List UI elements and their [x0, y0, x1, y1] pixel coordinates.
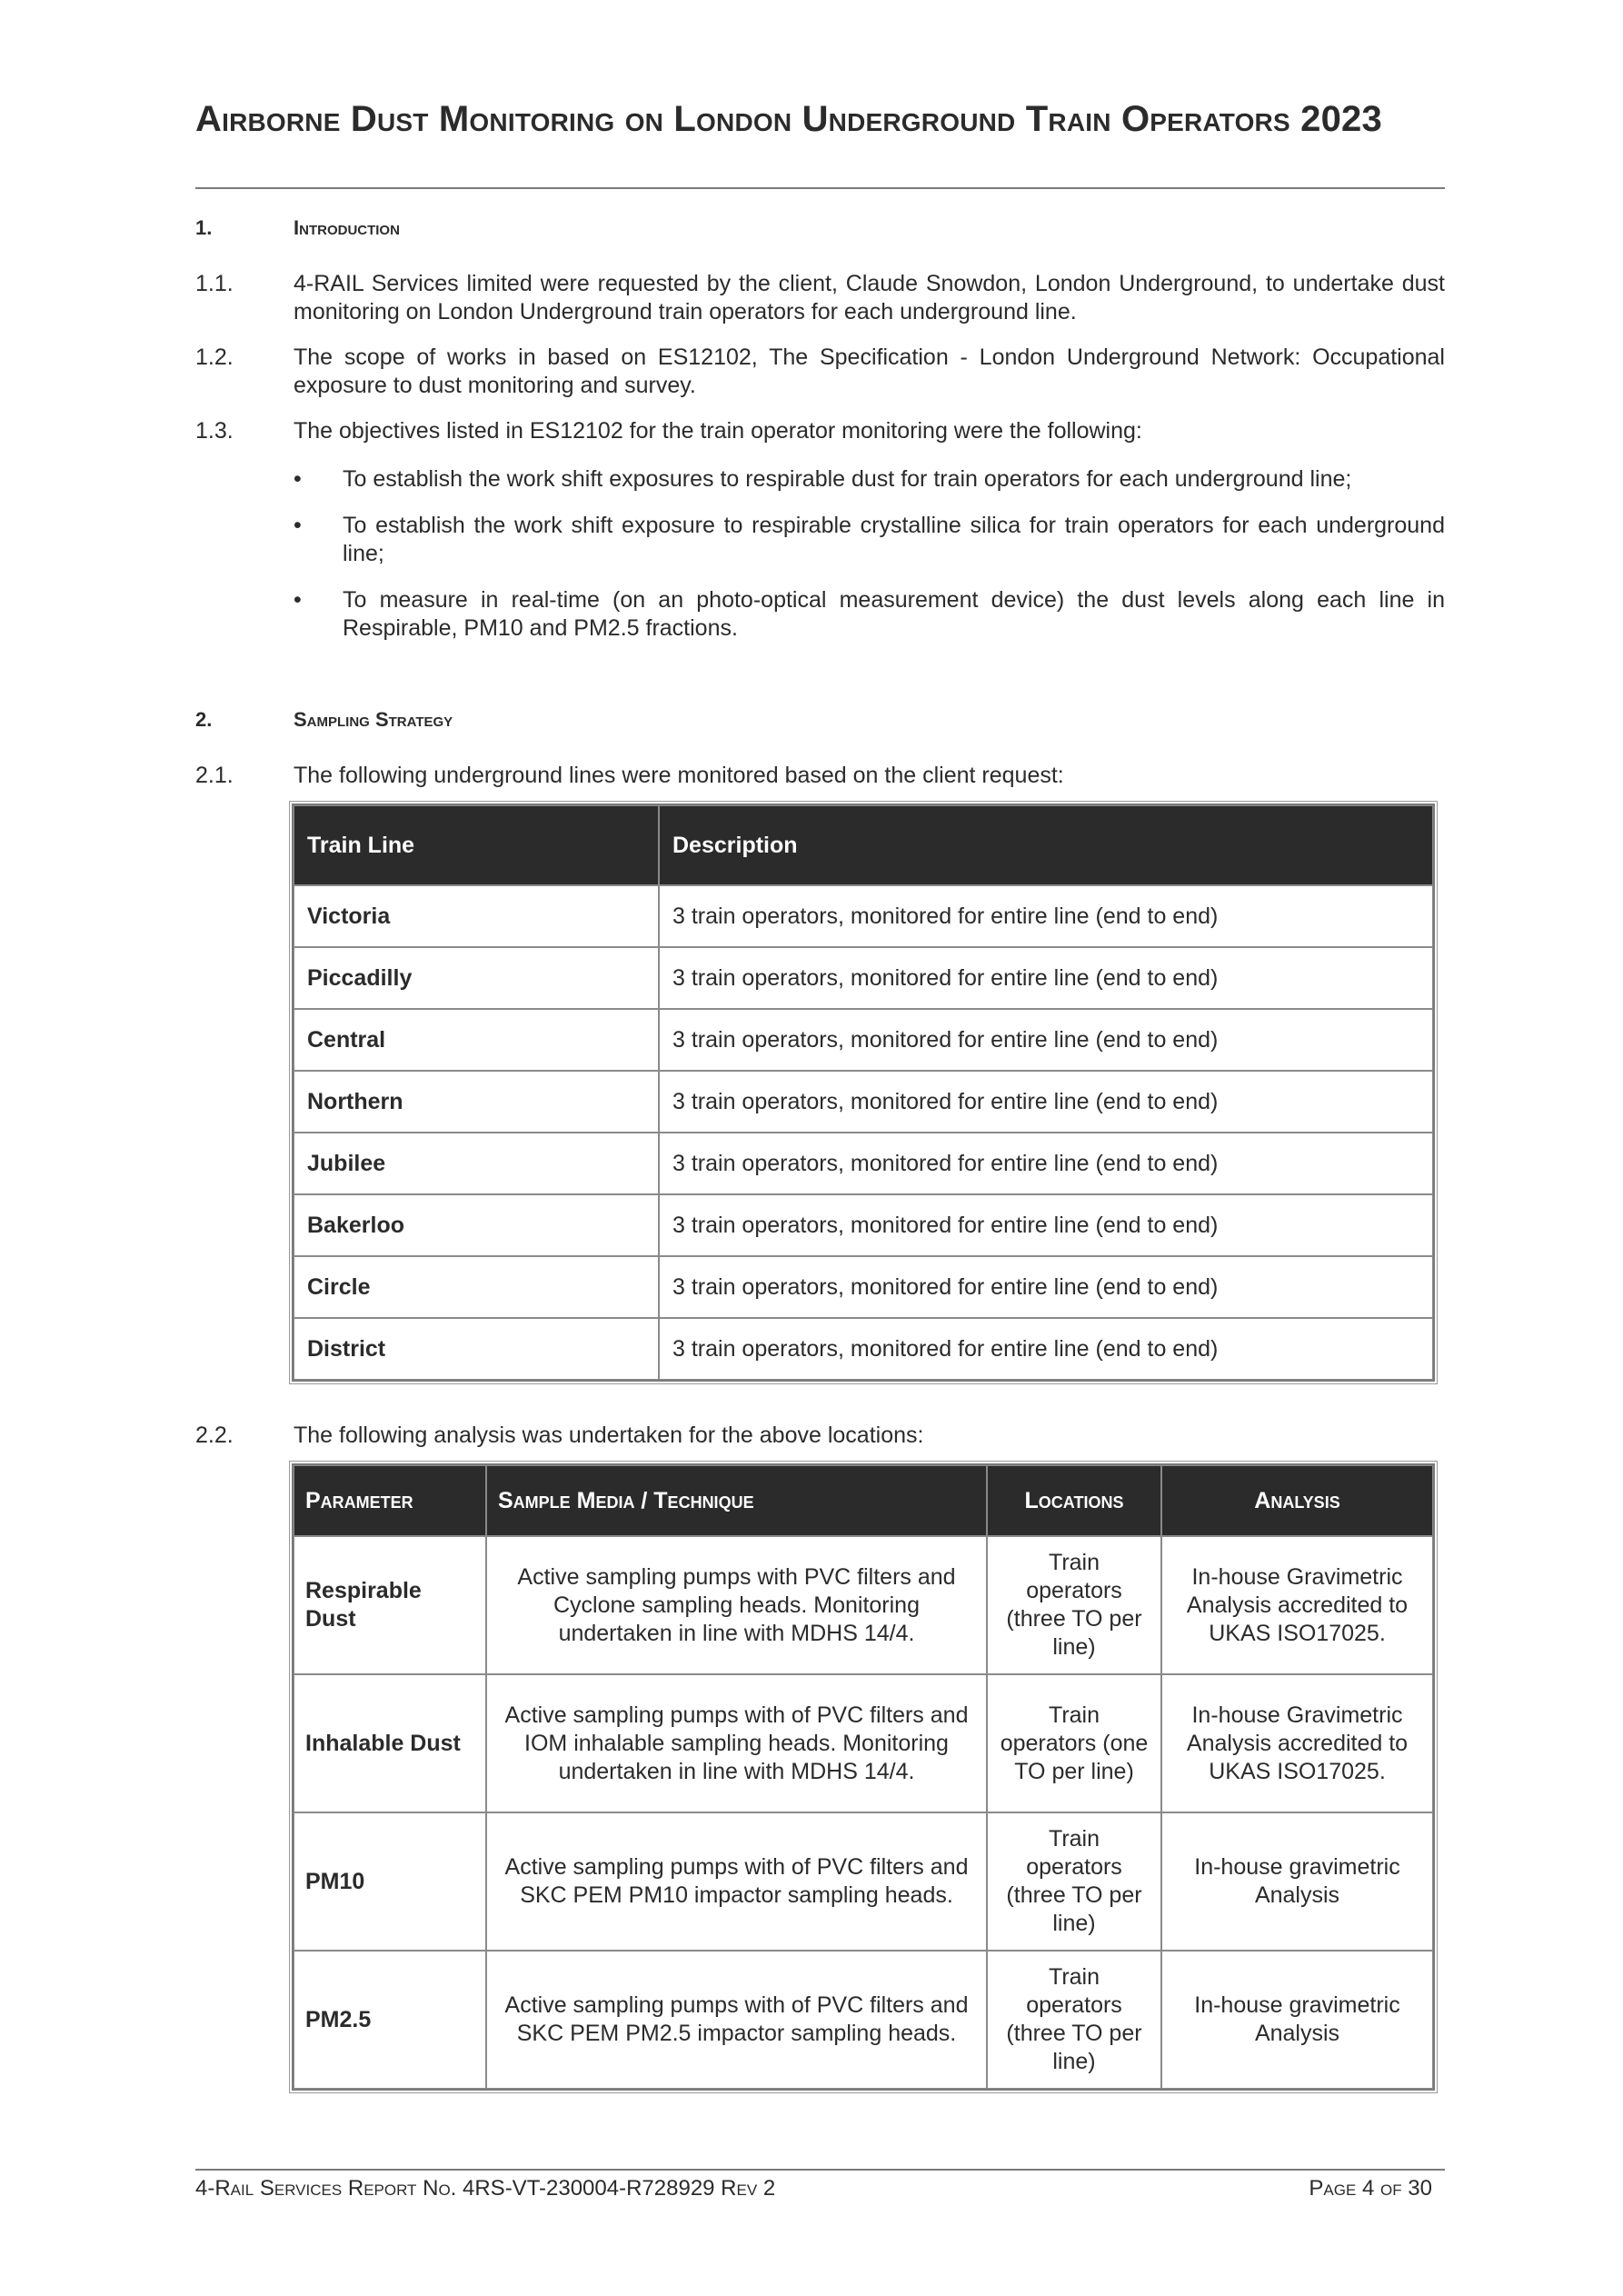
train-line-cell: Circle	[294, 1256, 659, 1318]
train-line-cell: Bakerloo	[294, 1194, 659, 1256]
train-line-cell: District	[294, 1318, 659, 1380]
train-lines-table	[292, 804, 1435, 1382]
train-line-cell: Jubilee	[294, 1133, 659, 1194]
table-row	[294, 1674, 1433, 1812]
table-row	[294, 1009, 1433, 1071]
bullet-item	[294, 512, 1445, 568]
section-2-heading: Sampling Strategy	[294, 708, 453, 731]
column-header-description: Description	[659, 805, 1433, 885]
parameter-cell: PM10	[294, 1812, 486, 1951]
description-cell: 3 train operators, monitored for entire line (end to end)	[659, 1318, 1433, 1380]
locations-cell: Train operators (three TO per line)	[987, 1812, 1161, 1951]
paragraph-text: The following analysis was undertaken for the above locations:	[294, 1423, 924, 1448]
paragraph-2-2	[195, 1422, 1445, 1450]
table-header-row	[294, 1465, 1433, 1536]
section-2-number: 2.	[195, 708, 213, 731]
table-row	[294, 1133, 1433, 1194]
column-header-train-line: Train Line	[294, 805, 659, 885]
bullet-dot: •	[294, 466, 302, 492]
column-header-analysis: Analysis	[1161, 1465, 1433, 1536]
sample-media-cell: Active sampling pumps with PVC filters and Cyclone sampling heads. Monitoring undertaken in line with MDHS 14/4.	[486, 1536, 987, 1674]
description-cell: 3 train operators, monitored for entire line (end to end)	[659, 947, 1433, 1009]
description-cell: 3 train operators, monitored for entire line (end to end)	[659, 1071, 1433, 1133]
table-row	[294, 947, 1433, 1009]
column-header-locations: Locations	[987, 1465, 1161, 1536]
description-cell: 3 train operators, monitored for entire line (end to end)	[659, 885, 1433, 947]
paragraph-text: The objectives listed in ES12102 for the train operator monitoring were the following:	[294, 418, 1142, 444]
train-line-cell: Piccadilly	[294, 947, 659, 1009]
paragraph-number: 1.1.	[195, 271, 234, 296]
locations-cell: Train operators (three TO per line)	[987, 1536, 1161, 1674]
footer-report-number: 4-Rail Services Report No. 4RS-VT-230004-R728929 Rev 2	[195, 2176, 776, 2201]
parameter-cell: PM2.5	[294, 1951, 486, 2089]
train-line-cell: Central	[294, 1009, 659, 1071]
paragraph-1-1	[195, 270, 1445, 326]
paragraph-1-3	[195, 417, 1445, 445]
description-cell: 3 train operators, monitored for entire line (end to end)	[659, 1256, 1433, 1318]
title-divider	[195, 187, 1445, 189]
paragraph-1-2	[195, 344, 1445, 400]
paragraph-number: 1.3.	[195, 418, 234, 444]
bullet-dot: •	[294, 513, 302, 538]
sample-media-cell: Active sampling pumps with of PVC filters and SKC PEM PM2.5 impactor sampling heads.	[486, 1951, 987, 2089]
bullet-item	[294, 465, 1445, 494]
analysis-table	[292, 1463, 1435, 2091]
sample-media-cell: Active sampling pumps with of PVC filters and SKC PEM PM10 impactor sampling heads.	[486, 1812, 987, 1951]
analysis-cell: In-house Gravimetric Analysis accredited to UKAS ISO17025.	[1161, 1674, 1433, 1812]
description-cell: 3 train operators, monitored for entire line (end to end)	[659, 1133, 1433, 1194]
analysis-cell: In-house gravimetric Analysis	[1161, 1951, 1433, 2089]
train-line-cell: Northern	[294, 1071, 659, 1133]
paragraph-text: The following underground lines were monitored based on the client request:	[294, 763, 1064, 788]
paragraph-2-1	[195, 762, 1445, 790]
bullet-text: To establish the work shift exposures to respirable dust for train operators for each underground line;	[343, 466, 1352, 492]
table-header-row	[294, 805, 1433, 885]
paragraph-number: 2.1.	[195, 763, 234, 788]
column-header-sample-media: Sample Media / Technique	[486, 1465, 987, 1536]
table-row	[294, 1951, 1433, 2089]
paragraph-text: 4-RAIL Services limited were requested by the client, Claude Snowdon, London Underground, to undertake dust monitoring on London Underground train operators for each underground line.	[294, 271, 1445, 324]
paragraph-text: The scope of works in based on ES12102, The Specification - London Underground Network: Occupational exposure to dust monitoring and survey.	[294, 344, 1445, 398]
paragraph-number: 2.2.	[195, 1423, 234, 1448]
document-title: Airborne Dust Monitoring on London Underground Train Operators 2023	[195, 99, 1382, 139]
bullet-item	[294, 586, 1445, 643]
table-row	[294, 1256, 1433, 1318]
description-cell: 3 train operators, monitored for entire line (end to end)	[659, 1194, 1433, 1256]
train-line-cell: Victoria	[294, 885, 659, 947]
bullet-text: To establish the work shift exposure to respirable crystalline silica for train operators for each underground line;	[343, 513, 1445, 566]
table-row	[294, 1318, 1433, 1380]
parameter-cell: Inhalable Dust	[294, 1674, 486, 1812]
sample-media-cell: Active sampling pumps with of PVC filters and IOM inhalable sampling heads. Monitoring undertaken in line with MDHS 14/4.	[486, 1674, 987, 1812]
table-row	[294, 1812, 1433, 1951]
description-cell: 3 train operators, monitored for entire line (end to end)	[659, 1009, 1433, 1071]
table-row	[294, 1536, 1433, 1674]
footer-divider	[195, 2169, 1445, 2171]
locations-cell: Train operators (one TO per line)	[987, 1674, 1161, 1812]
footer-page-number: Page 4 of 30	[1309, 2176, 1432, 2201]
analysis-cell: In-house Gravimetric Analysis accredited to UKAS ISO17025.	[1161, 1536, 1433, 1674]
bullet-dot: •	[294, 587, 302, 613]
parameter-cell: Respirable Dust	[294, 1536, 486, 1674]
table-row	[294, 1071, 1433, 1133]
column-header-parameter: Parameter	[294, 1465, 486, 1536]
section-1-heading: Introduction	[294, 216, 400, 239]
bullet-text: To measure in real-time (on an photo-optical measurement device) the dust levels along each line in Respirable, PM10 and PM2.5 fractions.	[343, 587, 1445, 641]
paragraph-number: 1.2.	[195, 344, 234, 370]
table-row	[294, 885, 1433, 947]
table-row	[294, 1194, 1433, 1256]
locations-cell: Train operators (three TO per line)	[987, 1951, 1161, 2089]
section-1-number: 1.	[195, 216, 213, 239]
analysis-cell: In-house gravimetric Analysis	[1161, 1812, 1433, 1951]
